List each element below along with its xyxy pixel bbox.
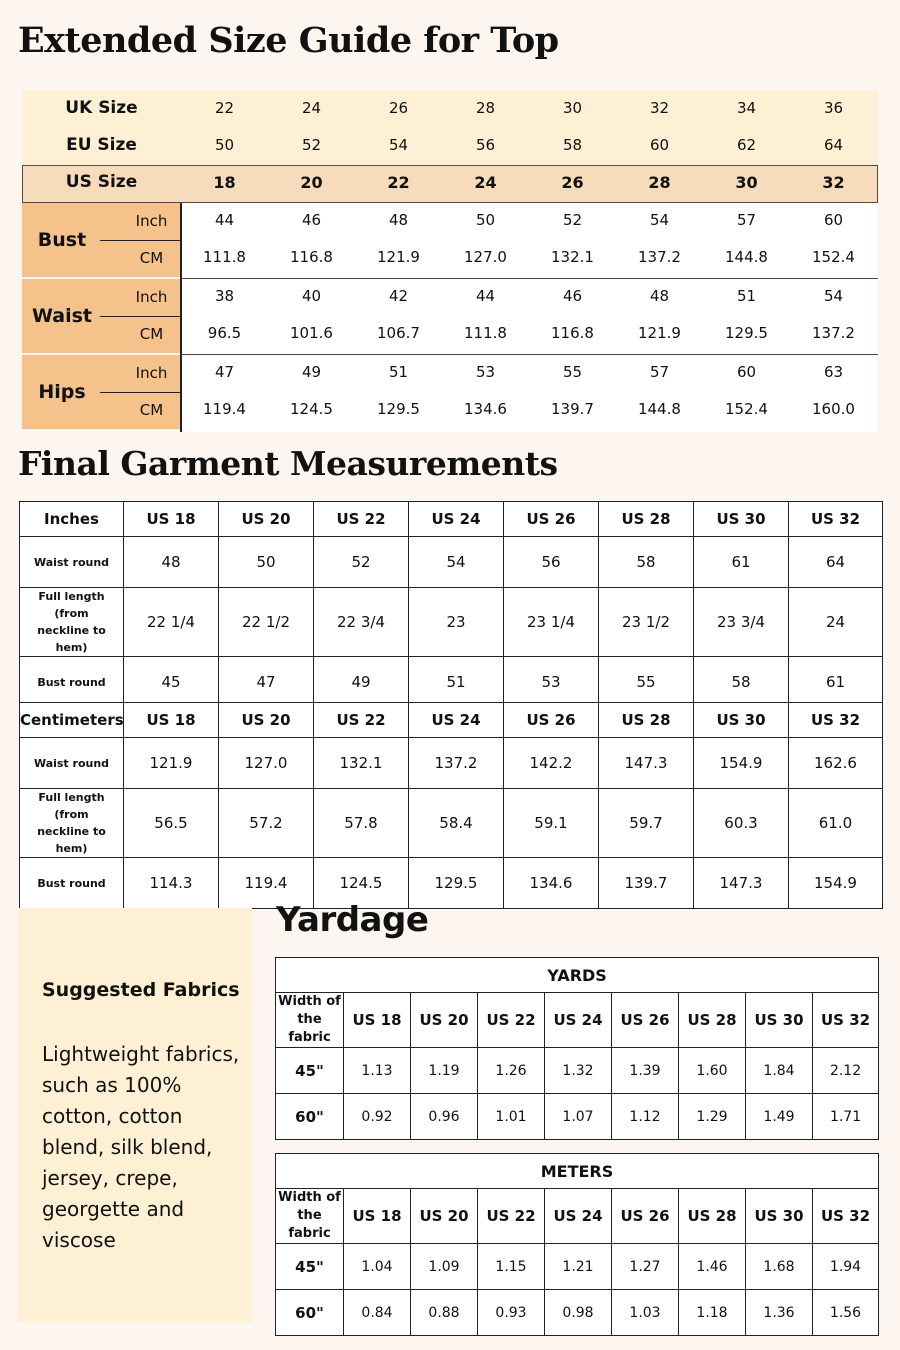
connector-line: [100, 392, 122, 393]
table-cell: 147.3: [694, 858, 789, 909]
bust-cm-cell: 116.8: [290, 248, 333, 266]
table-cell: 1.09: [411, 1244, 478, 1290]
full-length-label: [20, 789, 124, 858]
table-cell: 1.68: [746, 1244, 813, 1290]
garment-cm-table: [19, 702, 883, 909]
suggested-fabrics-panel: [18, 908, 252, 1322]
table-cell: 23: [409, 588, 504, 657]
eu-size-label: EU Size: [66, 135, 137, 155]
table-cell: 1.49: [746, 1094, 813, 1140]
table-cell: 22 1/4: [124, 588, 219, 657]
hips-cm-cell: 152.4: [725, 400, 768, 418]
table-cell: 1.04: [344, 1244, 411, 1290]
bust-inch-cell: 44: [214, 211, 235, 229]
hips-cm-cell: 160.0: [812, 400, 855, 418]
bust-inch-cell: 50: [475, 211, 496, 229]
table-cell: 0.98: [545, 1290, 612, 1336]
width-45-label: 45": [276, 1048, 344, 1094]
us-size-label: US Size: [65, 172, 138, 192]
hips-inch-cell: 57: [649, 363, 670, 381]
table-cell: 1.12: [612, 1094, 679, 1140]
bust-inch-cell: 46: [301, 211, 322, 229]
waist-cm-cell: 96.5: [207, 324, 242, 342]
uk-size-cell: 22: [214, 99, 235, 117]
uk-size-cell: 24: [301, 99, 322, 117]
size-header: US 28: [599, 502, 694, 537]
hips-cm-cell: 144.8: [638, 400, 681, 418]
table-cell: 23 1/4: [504, 588, 599, 657]
waist-round-label: Waist round: [20, 537, 124, 588]
size-header: US 30: [746, 1189, 813, 1244]
inches-header: Inches: [20, 502, 124, 537]
table-cell: 1.84: [746, 1048, 813, 1094]
hips-inch-cell: 49: [301, 363, 322, 381]
uk-size-cell: 28: [475, 99, 496, 117]
bust-cm-cell: 132.1: [551, 248, 594, 266]
size-header: US 26: [504, 502, 599, 537]
bust-inch-cell: 48: [388, 211, 409, 229]
table-cell: 0.84: [344, 1290, 411, 1336]
yardage-title: Yardage: [276, 900, 429, 940]
yards-table: [275, 957, 879, 1140]
bust-inch-cell: 52: [562, 211, 583, 229]
table-cell: 1.71: [813, 1094, 879, 1140]
table-cell: 57.8: [314, 789, 409, 858]
width-of-fabric-label: [276, 1189, 344, 1244]
eu-size-cell: 52: [301, 136, 322, 154]
size-header: US 32: [789, 703, 883, 738]
table-cell: 1.60: [679, 1048, 746, 1094]
size-header: US 24: [409, 703, 504, 738]
table-cell: 1.13: [344, 1048, 411, 1094]
table-cell: 1.36: [746, 1290, 813, 1336]
hips-cm-cell: 134.6: [464, 400, 507, 418]
size-header: US 26: [504, 703, 599, 738]
table-cell: 1.03: [612, 1290, 679, 1336]
table-cell: 54: [409, 537, 504, 588]
hips-cm-label: CM: [139, 401, 164, 419]
waist-cm-cell: 101.6: [290, 324, 333, 342]
bust-inch-cell: 54: [649, 211, 670, 229]
waist-inch-cell: 46: [562, 287, 583, 305]
width-60-label: 60": [276, 1290, 344, 1336]
table-cell: 1.27: [612, 1244, 679, 1290]
table-cell: 1.56: [813, 1290, 879, 1336]
eu-size-cell: 58: [562, 136, 583, 154]
label-line: neckline to hem): [37, 624, 106, 654]
bust-cm-cell: 152.4: [812, 248, 855, 266]
table-cell: 58: [694, 657, 789, 708]
table-cell: 1.94: [813, 1244, 879, 1290]
table-cell: 61: [694, 537, 789, 588]
size-header: US 28: [599, 703, 694, 738]
size-header: US 20: [411, 993, 478, 1048]
size-header: US 32: [813, 993, 879, 1048]
uk-size-cell: 30: [562, 99, 583, 117]
table-cell: 121.9: [124, 738, 219, 789]
waist-inch-cell: 54: [823, 287, 844, 305]
table-cell: 22 3/4: [314, 588, 409, 657]
table-row: [20, 858, 883, 909]
size-guide-table: [22, 90, 878, 432]
uk-size-cell: 26: [388, 99, 409, 117]
table-cell: 132.1: [314, 738, 409, 789]
bust-round-label: Bust round: [20, 657, 124, 708]
size-header: US 26: [612, 1189, 679, 1244]
size-header: US 22: [478, 993, 545, 1048]
table-cell: 0.88: [411, 1290, 478, 1336]
waist-round-label: Waist round: [20, 738, 124, 789]
size-header: US 26: [612, 993, 679, 1048]
hips-inch-label: Inch: [135, 364, 168, 382]
table-row: [20, 738, 883, 789]
table-cell: 49: [314, 657, 409, 708]
uk-size-cell: 36: [823, 99, 844, 117]
waist-inch-cell: 40: [301, 287, 322, 305]
table-cell: 124.5: [314, 858, 409, 909]
size-header: US 18: [124, 502, 219, 537]
garment-inches-table: [19, 501, 883, 708]
size-header: US 22: [314, 703, 409, 738]
table-cell: 134.6: [504, 858, 599, 909]
suggested-fabrics-text: Lightweight fabrics, such as 100% cotton, cotton blend, silk blend, jersey, crepe, georgette and viscose: [42, 1042, 240, 1252]
table-cell: 119.4: [219, 858, 314, 909]
eu-size-cell: 54: [388, 136, 409, 154]
uk-size-label: UK Size: [65, 98, 138, 118]
waist-inch-cell: 44: [475, 287, 496, 305]
table-cell: 137.2: [409, 738, 504, 789]
width-45-label: 45": [276, 1244, 344, 1290]
yards-header: YARDS: [276, 958, 879, 993]
size-header: US 18: [344, 1189, 411, 1244]
table-cell: 64: [789, 537, 883, 588]
table-cell: 58.4: [409, 789, 504, 858]
table-cell: 0.96: [411, 1094, 478, 1140]
waist-cm-cell: 116.8: [551, 324, 594, 342]
us-size-cell: 20: [300, 173, 323, 192]
suggested-fabrics-title: Suggested Fabrics: [42, 979, 240, 1001]
us-size-cell: 26: [561, 173, 584, 192]
table-cell: 0.92: [344, 1094, 411, 1140]
us-size-cell: 22: [387, 173, 410, 192]
table-cell: 60.3: [694, 789, 789, 858]
table-row: [276, 1048, 879, 1094]
uk-size-cell: 34: [736, 99, 757, 117]
hips-inch-cell: 47: [214, 363, 235, 381]
bust-round-label: Bust round: [20, 858, 124, 909]
eu-size-cell: 60: [649, 136, 670, 154]
table-row: [20, 789, 883, 858]
table-cell: 50: [219, 537, 314, 588]
table-cell: 55: [599, 657, 694, 708]
label-line: neckline to hem): [37, 825, 106, 855]
uk-size-cell: 32: [649, 99, 670, 117]
size-header: US 20: [411, 1189, 478, 1244]
table-cell: 58: [599, 537, 694, 588]
hips-cm-cell: 119.4: [203, 400, 246, 418]
label-line: the fabric: [288, 1208, 331, 1241]
waist-inch-cell: 48: [649, 287, 670, 305]
table-cell: 1.26: [478, 1048, 545, 1094]
hips-inch-cell: 51: [388, 363, 409, 381]
table-cell: 51: [409, 657, 504, 708]
table-cell: 24: [789, 588, 883, 657]
size-guide-title: Extended Size Guide for Top: [18, 20, 559, 61]
table-cell: 1.18: [679, 1290, 746, 1336]
bust-inch-label: Inch: [135, 212, 168, 230]
table-cell: 129.5: [409, 858, 504, 909]
size-header: US 32: [813, 1189, 879, 1244]
size-header: US 28: [679, 1189, 746, 1244]
table-cell: 59.7: [599, 789, 694, 858]
size-header: US 30: [694, 502, 789, 537]
size-header: US 22: [314, 502, 409, 537]
width-of-fabric-label: [276, 993, 344, 1048]
table-cell: 1.15: [478, 1244, 545, 1290]
bust-cm-cell: 127.0: [464, 248, 507, 266]
table-cell: 1.39: [612, 1048, 679, 1094]
bust-label: Bust: [37, 229, 87, 251]
size-header: US 18: [124, 703, 219, 738]
table-row: [276, 1290, 879, 1336]
full-length-label: [20, 588, 124, 657]
size-header: US 30: [746, 993, 813, 1048]
bust-inch-cell: 57: [736, 211, 757, 229]
eu-size-cell: 56: [475, 136, 496, 154]
waist-cm-cell: 106.7: [377, 324, 420, 342]
us-size-cell: 30: [735, 173, 758, 192]
hips-label: Hips: [38, 381, 86, 403]
table-cell: 56.5: [124, 789, 219, 858]
connector-line: [100, 316, 122, 317]
connector-line: [100, 240, 122, 241]
label-line: Width of: [278, 994, 341, 1009]
table-row: [20, 588, 883, 657]
hips-cm-cell: 124.5: [290, 400, 333, 418]
waist-label: Waist: [31, 305, 92, 327]
bust-inch-cell: 60: [823, 211, 844, 229]
table-cell: 61: [789, 657, 883, 708]
divider: [122, 316, 181, 317]
divider: [122, 392, 181, 393]
label-line: the fabric: [288, 1012, 331, 1045]
waist-cm-cell: 137.2: [812, 324, 855, 342]
hips-inch-cell: 55: [562, 363, 583, 381]
table-cell: 1.19: [411, 1048, 478, 1094]
waist-inch-cell: 51: [736, 287, 757, 305]
width-60-label: 60": [276, 1094, 344, 1140]
table-cell: 23 1/2: [599, 588, 694, 657]
eu-size-cell: 64: [823, 136, 844, 154]
bust-cm-cell: 111.8: [203, 248, 246, 266]
table-cell: 52: [314, 537, 409, 588]
table-cell: 2.12: [813, 1048, 879, 1094]
table-row: [276, 1094, 879, 1140]
hips-inch-cell: 63: [823, 363, 844, 381]
waist-cm-cell: 129.5: [725, 324, 768, 342]
bust-cm-cell: 137.2: [638, 248, 681, 266]
hips-cm-cell: 129.5: [377, 400, 420, 418]
table-cell: 48: [124, 537, 219, 588]
table-cell: 53: [504, 657, 599, 708]
waist-cm-label: CM: [139, 325, 164, 343]
label-line: Width of: [278, 1190, 341, 1205]
us-size-cell: 28: [648, 173, 671, 192]
eu-size-cell: 62: [736, 136, 757, 154]
table-cell: 45: [124, 657, 219, 708]
label-line: Full length (from: [38, 791, 105, 821]
table-cell: 142.2: [504, 738, 599, 789]
hips-inch-cell: 53: [475, 363, 496, 381]
size-header: US 20: [219, 703, 314, 738]
size-header: US 22: [478, 1189, 545, 1244]
meters-header: METERS: [276, 1154, 879, 1189]
hips-inch-cell: 60: [736, 363, 757, 381]
table-cell: 47: [219, 657, 314, 708]
table-cell: 1.07: [545, 1094, 612, 1140]
table-cell: 23 3/4: [694, 588, 789, 657]
table-row: [20, 657, 883, 708]
waist-cm-cell: 121.9: [638, 324, 681, 342]
table-cell: 57.2: [219, 789, 314, 858]
table-cell: 162.6: [789, 738, 883, 789]
garment-title: Final Garment Measurements: [18, 444, 558, 483]
size-header: US 20: [219, 502, 314, 537]
size-header: US 30: [694, 703, 789, 738]
waist-inch-cell: 38: [214, 287, 235, 305]
waist-inch-label: Inch: [135, 288, 168, 306]
table-cell: 1.46: [679, 1244, 746, 1290]
table-cell: 154.9: [694, 738, 789, 789]
table-cell: 22 1/2: [219, 588, 314, 657]
hips-cm-cell: 139.7: [551, 400, 594, 418]
waist-inch-cell: 42: [388, 287, 409, 305]
centimeters-header: Centimeters: [20, 703, 124, 738]
table-cell: 127.0: [219, 738, 314, 789]
size-header: US 28: [679, 993, 746, 1048]
table-cell: 1.01: [478, 1094, 545, 1140]
table-cell: 1.32: [545, 1048, 612, 1094]
meters-table: [275, 1153, 879, 1336]
table-cell: 1.21: [545, 1244, 612, 1290]
bust-cm-label: CM: [139, 249, 164, 267]
divider: [122, 240, 181, 241]
eu-size-cell: 50: [214, 136, 235, 154]
size-header: US 24: [545, 1189, 612, 1244]
size-header: US 32: [789, 502, 883, 537]
bust-cm-cell: 121.9: [377, 248, 420, 266]
table-row: [20, 537, 883, 588]
table-cell: 154.9: [789, 858, 883, 909]
table-cell: 139.7: [599, 858, 694, 909]
bust-cm-cell: 144.8: [725, 248, 768, 266]
table-cell: 61.0: [789, 789, 883, 858]
table-row: [276, 1244, 879, 1290]
size-header: US 24: [545, 993, 612, 1048]
size-header: US 18: [344, 993, 411, 1048]
table-cell: 1.29: [679, 1094, 746, 1140]
table-cell: 147.3: [599, 738, 694, 789]
table-cell: 59.1: [504, 789, 599, 858]
us-size-cell: 18: [213, 173, 236, 192]
waist-cm-cell: 111.8: [464, 324, 507, 342]
us-size-cell: 24: [474, 173, 497, 192]
table-cell: 56: [504, 537, 599, 588]
table-cell: 114.3: [124, 858, 219, 909]
size-header: US 24: [409, 502, 504, 537]
label-line: Full length (from: [38, 590, 105, 620]
table-cell: 0.93: [478, 1290, 545, 1336]
us-size-cell: 32: [822, 173, 845, 192]
